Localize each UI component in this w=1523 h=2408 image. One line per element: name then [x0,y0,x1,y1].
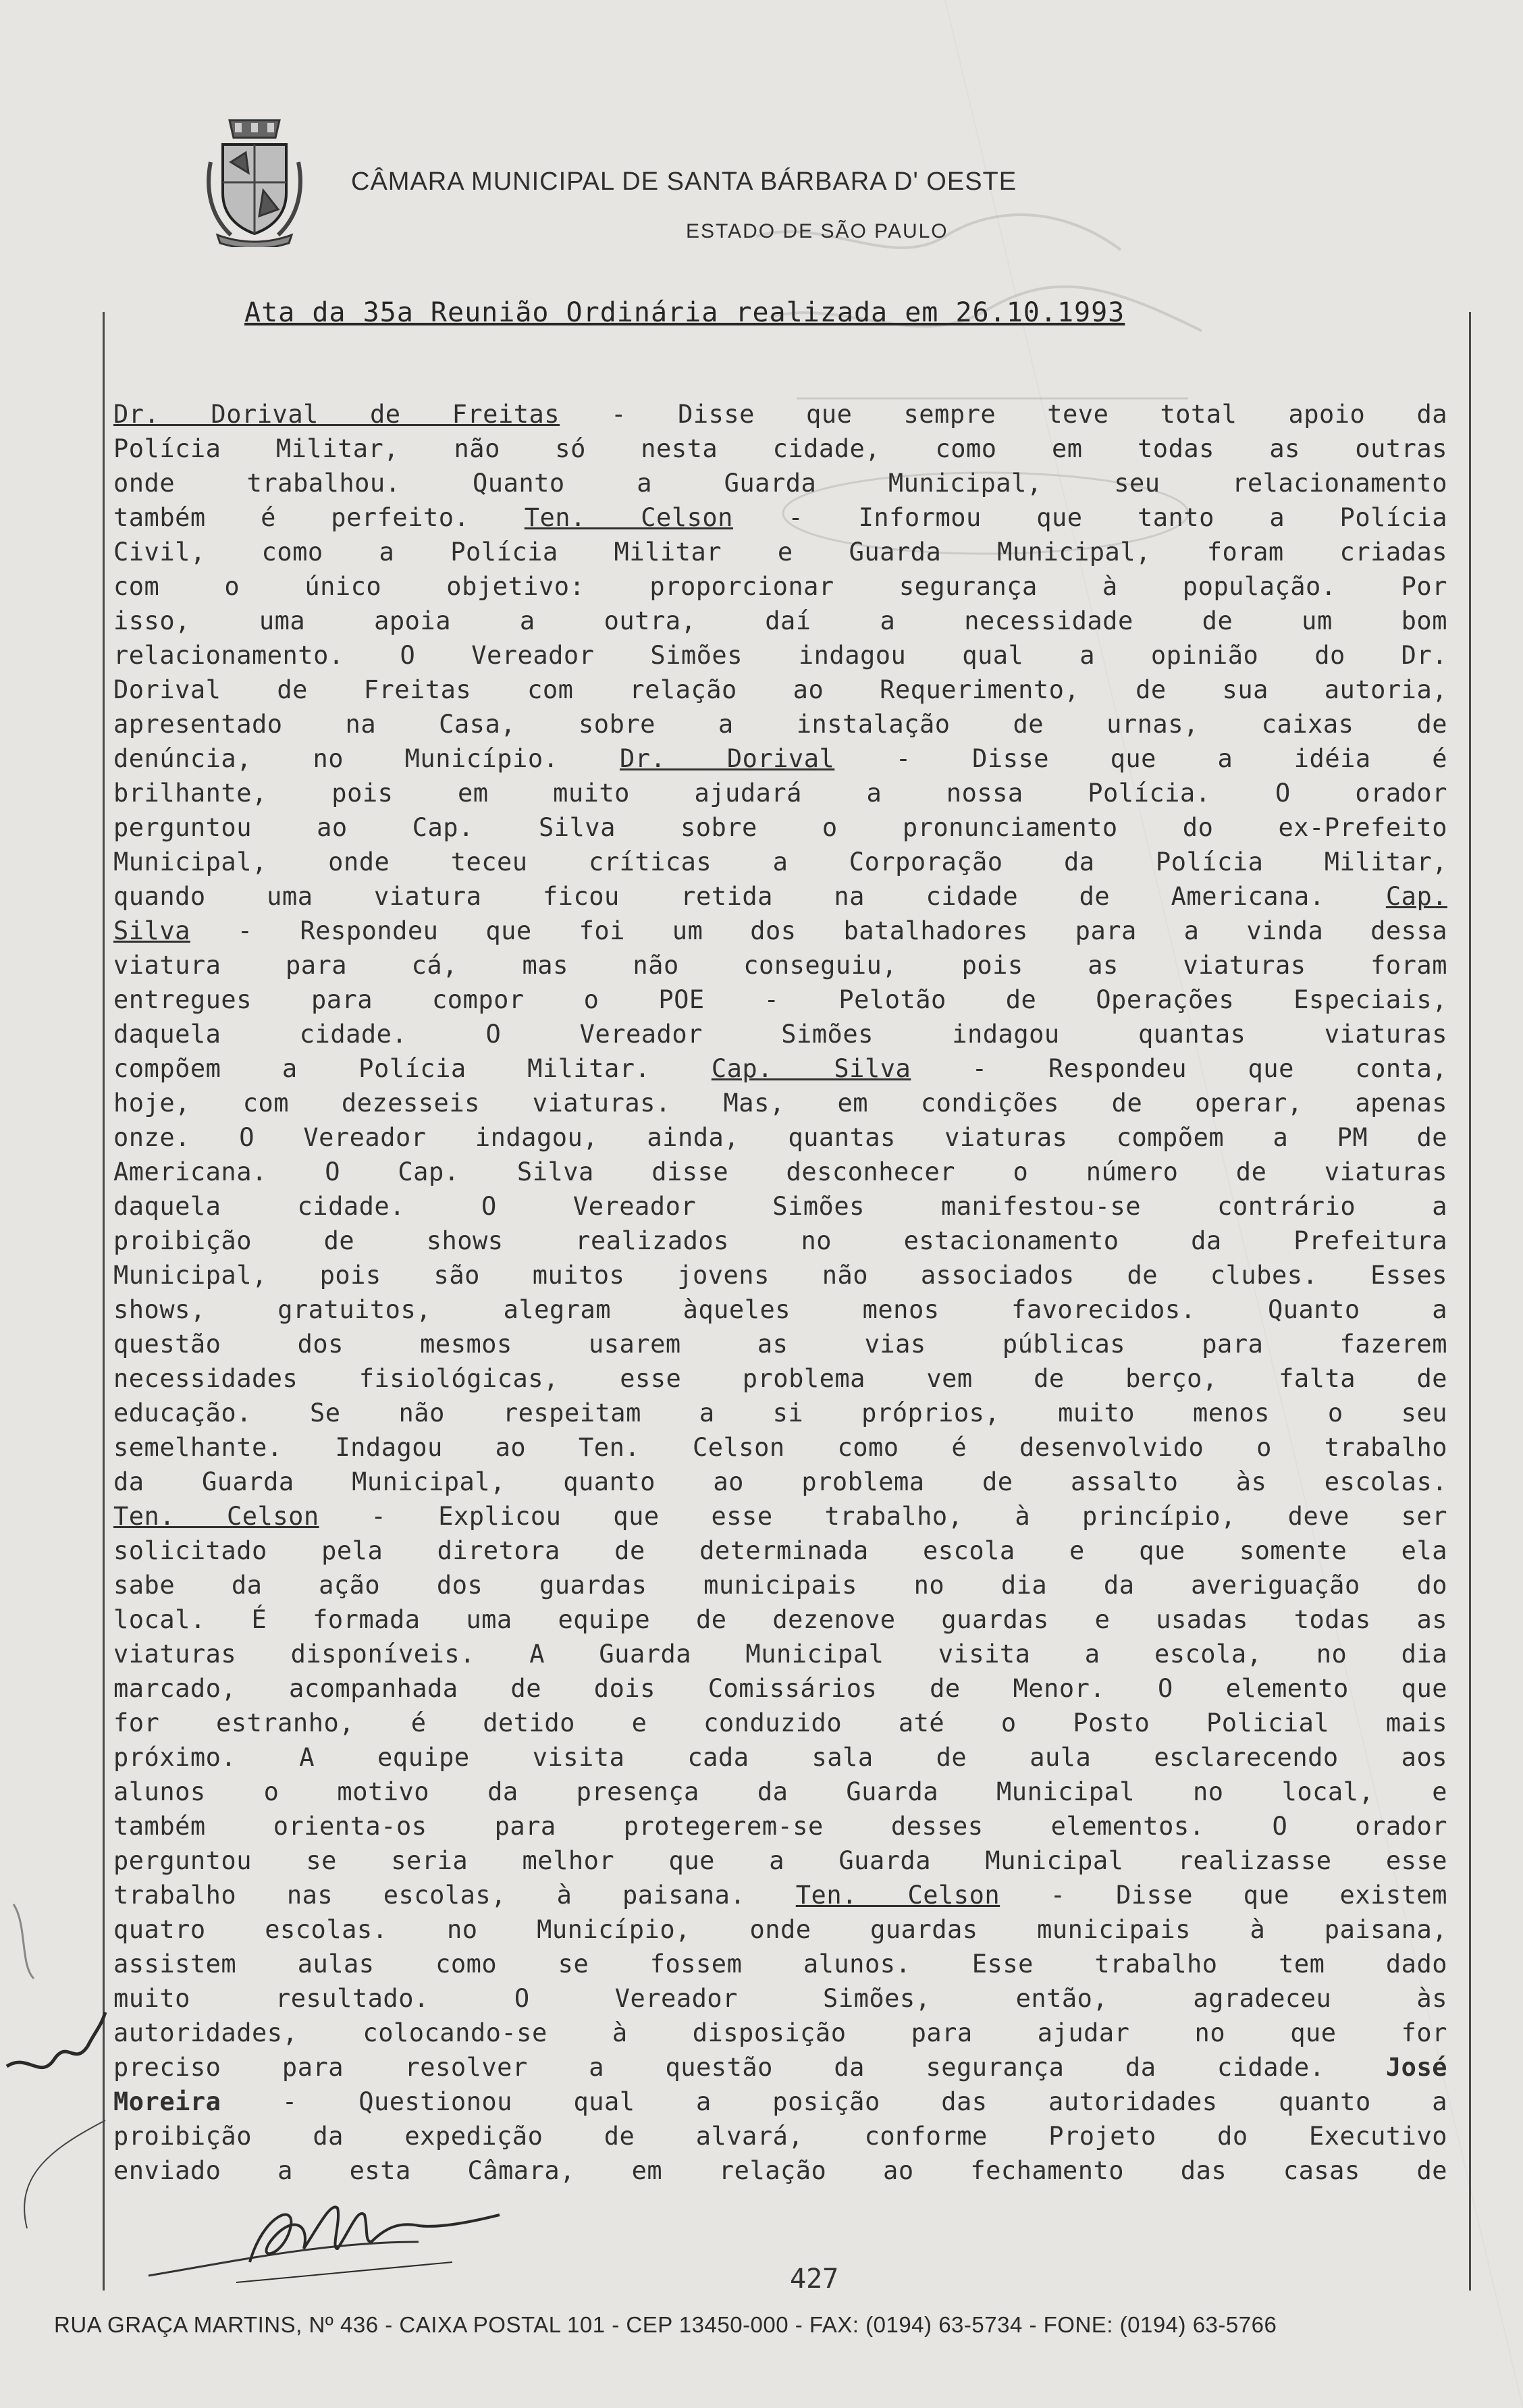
text-segment: perguntou ao Cap. Silva sobre o pronunciamento do ex-Prefeito [113,813,1447,842]
text-segment: apresentado na Casa, sobre a instalação de urnas, caixas de [113,710,1447,739]
text-segment: muito resultado. O Vereador Simões, então, agradeceu às [113,1984,1447,2013]
footer-address: RUA GRAÇA MARTINS, Nº 436 - CAIXA POSTAL 101 - CEP 13450-000 - FAX: (0194) 63-5734 - FONE: (0194) 63-5766 [54,2312,1277,2337]
text-segment: daquela cidade. O Vereador Simões indagou quantas viaturas [113,1020,1447,1049]
text-line [113,741,1447,776]
text-line [113,2119,1447,2153]
text-segment: local. É formada uma equipe de dezenove guardas e usadas todas as [113,1605,1447,1634]
text-line [113,1534,1447,1568]
state-name: ESTADO DE SÃO PAULO [686,220,948,242]
text-line [113,1051,1447,1086]
text-segment: proibição de shows realizados no estacionamento da Prefeitura [113,1226,1447,1255]
text-line [113,535,1447,569]
text-segment: também é perfeito. [113,503,525,532]
text-line [113,431,1447,466]
text-segment: onze. O Vereador indagou, ainda, quantas viaturas compõem a PM de [113,1123,1447,1152]
text-segment: trabalho nas escolas, à paisana. [113,1881,796,1910]
text-line [113,1740,1447,1775]
text-segment: Moreira [113,2087,221,2116]
text-segment: próximo. A equipe visita cada sala de aula esclarecendo aos [113,1743,1447,1772]
text-segment: Civil, como a Polícia Militar e Guarda Municipal, foram criadas [113,538,1447,567]
text-line [113,914,1447,948]
text-line [113,2050,1447,2085]
text-segment: viaturas disponíveis. A Guarda Municipal visita a escola, no dia [113,1640,1447,1669]
text-segment: quatro escolas. no Município, onde guardas municipais à paisana, [113,1915,1447,1944]
text-segment: Americana. O Cap. Silva disse desconhecer o número de viaturas [113,1157,1447,1186]
text-segment: assistem aulas como se fossem alunos. Esse trabalho tem dado [113,1949,1447,1979]
text-segment: Cap. Silva [711,1054,911,1083]
text-segment: Polícia Militar, não só nesta cidade, como em todas as outras [113,434,1447,463]
text-segment: - Respondeu que conta, [911,1054,1447,1083]
text-segment: Municipal, pois são muitos jovens não associados de clubes. Esses [113,1261,1447,1290]
text-segment: - Disse que a idéia é [834,744,1447,773]
text-line [113,1568,1447,1602]
text-line [113,1189,1447,1224]
text-segment: com o único objetivo: proporcionar segurança à população. Por [113,572,1447,601]
text-segment: sabe da ação dos guardas municipais no dia da averiguação do [113,1571,1447,1600]
text-line [113,1775,1447,1809]
text-line [113,948,1447,983]
text-line [113,1396,1447,1430]
text-line [113,1637,1447,1671]
text-segment: marcado, acompanhada de dois Comissários de Menor. O elemento que [113,1674,1447,1703]
text-segment: hoje, com dezesseis viaturas. Mas, em condições de operar, apenas [113,1089,1447,1118]
text-segment: alunos o motivo da presença da Guarda Municipal no local, e [113,1777,1447,1806]
text-segment: autoridades, colocando-se à disposição para ajudar no que for [113,2018,1447,2047]
text-segment: isso, uma apoia a outra, daí a necessidade de um bom [113,606,1447,635]
text-line [113,1947,1447,1981]
text-segment: - Respondeu que foi um dos batalhadores para a vinda dessa [190,916,1447,945]
minutes-body [113,397,1447,2188]
text-segment: relacionamento. O Vereador Simões indagou qual a opinião do Dr. [113,641,1447,670]
text-line [113,1912,1447,1947]
text-line [113,1361,1447,1396]
text-segment: - Questionou qual a posição das autoridades quanto a [221,2087,1447,2116]
margin-initials [0,1864,108,2242]
text-line [113,1086,1447,1120]
text-line [113,1120,1447,1155]
text-line [113,604,1447,638]
text-line [113,500,1447,535]
text-segment: viatura para cá, mas não conseguiu, pois as viaturas foram [113,951,1447,980]
text-segment: educação. Se não respeitam a si próprios, muito menos o seu [113,1398,1447,1428]
text-segment: da Guarda Municipal, quanto ao problema de assalto às escolas. [113,1467,1447,1496]
text-line [113,983,1447,1017]
text-segment: preciso para resolver a questão da segurança da cidade. [113,2053,1386,2082]
text-line [113,2016,1447,2050]
text-line [113,466,1447,500]
text-segment: quando uma viatura ficou retida na cidade de Americana. [113,882,1386,911]
text-segment: questão dos mesmos usarem as vias públicas para fazerem [113,1330,1447,1359]
text-line [113,569,1447,604]
text-segment: compõem a Polícia Militar. [113,1054,712,1083]
text-line [113,1878,1447,1912]
minutes-title: Ata da 35a Reunião Ordinária realizada em 26.10.1993 [244,297,1125,328]
text-line [113,2085,1447,2119]
text-line [113,845,1447,879]
text-segment: Ten. Celson [524,503,733,532]
page-number: 427 [790,2263,839,2295]
handwritten-signature [135,2161,513,2289]
text-line [113,1499,1447,1534]
text-line [113,1809,1447,1843]
text-segment: - Informou que tanto a Polícia [732,503,1447,532]
text-segment: - Disse que existem [1000,1881,1447,1910]
text-segment: shows, gratuitos, alegram àqueles menos favorecidos. Quanto a [113,1295,1447,1324]
text-line [113,1155,1447,1189]
text-line [113,879,1447,914]
text-segment: semelhante. Indagou ao Ten. Celson como é desenvolvido o trabalho [113,1433,1447,1462]
text-segment: entregues para compor o POE - Pelotão de Operações Especiais, [113,985,1447,1014]
text-line [113,1706,1447,1740]
text-line [113,1843,1447,1878]
text-segment: brilhante, pois em muito ajudará a nossa Polícia. O orador [113,779,1447,808]
text-line [113,1465,1447,1499]
text-line [113,638,1447,673]
text-segment: também orienta-os para protegerem-se desses elementos. O orador [113,1812,1447,1841]
text-line [113,397,1447,431]
text-line [113,1017,1447,1051]
text-line [113,1292,1447,1327]
chamber-name: CÂMARA MUNICIPAL DE SANTA BÁRBARA D' OESTE [351,167,1017,196]
text-segment: daquela cidade. O Vereador Simões manifestou-se contrário a [113,1192,1447,1221]
text-segment: Municipal, onde teceu críticas a Corporação da Polícia Militar, [113,847,1447,876]
text-line [113,673,1447,707]
text-line [113,1258,1447,1292]
text-segment: - Explicou que esse trabalho, à princípio, deve ser [319,1502,1447,1531]
text-segment: proibição da expedição de alvará, conforme Projeto do Executivo [113,2122,1447,2151]
text-segment: Dr. Dorival [619,744,835,773]
text-line [113,707,1447,741]
text-segment: - Disse que sempre teve total apoio da [560,400,1447,429]
text-line [113,1671,1447,1706]
text-segment: Dr. Dorival de Freitas [113,400,560,429]
text-segment: Cap. [1385,882,1447,911]
text-segment: perguntou se seria melhor que a Guarda Municipal realizasse esse [113,1846,1447,1875]
text-line [113,1327,1447,1361]
municipal-crest-icon [204,115,305,247]
text-segment: Silva [113,916,190,945]
text-segment: necessidades fisiológicas, esse problema vem de berço, falta de [113,1364,1447,1393]
text-segment: denúncia, no Município. [113,744,620,773]
text-line [113,1602,1447,1637]
text-segment: for estranho, é detido e conduzido até o Posto Policial mais [113,1708,1447,1737]
right-border-line [1469,312,1471,2291]
text-segment: José [1385,2053,1447,2082]
text-segment: enviado a esta Câmara, em relação ao fechamento das casas de [113,2156,1447,2185]
text-line [113,1224,1447,1258]
text-line [113,810,1447,845]
text-line [113,1981,1447,2016]
text-line [113,1430,1447,1465]
text-segment: solicitado pela diretora de determinada escola e que somente ela [113,1536,1447,1565]
text-segment: Dorival de Freitas com relação ao Requerimento, de sua autoria, [113,675,1447,704]
text-segment: Ten. Celson [795,1881,1000,1910]
text-segment: onde trabalhou. Quanto a Guarda Municipal, seu relacionamento [113,469,1447,498]
text-segment: Ten. Celson [113,1502,319,1531]
text-line [113,776,1447,810]
